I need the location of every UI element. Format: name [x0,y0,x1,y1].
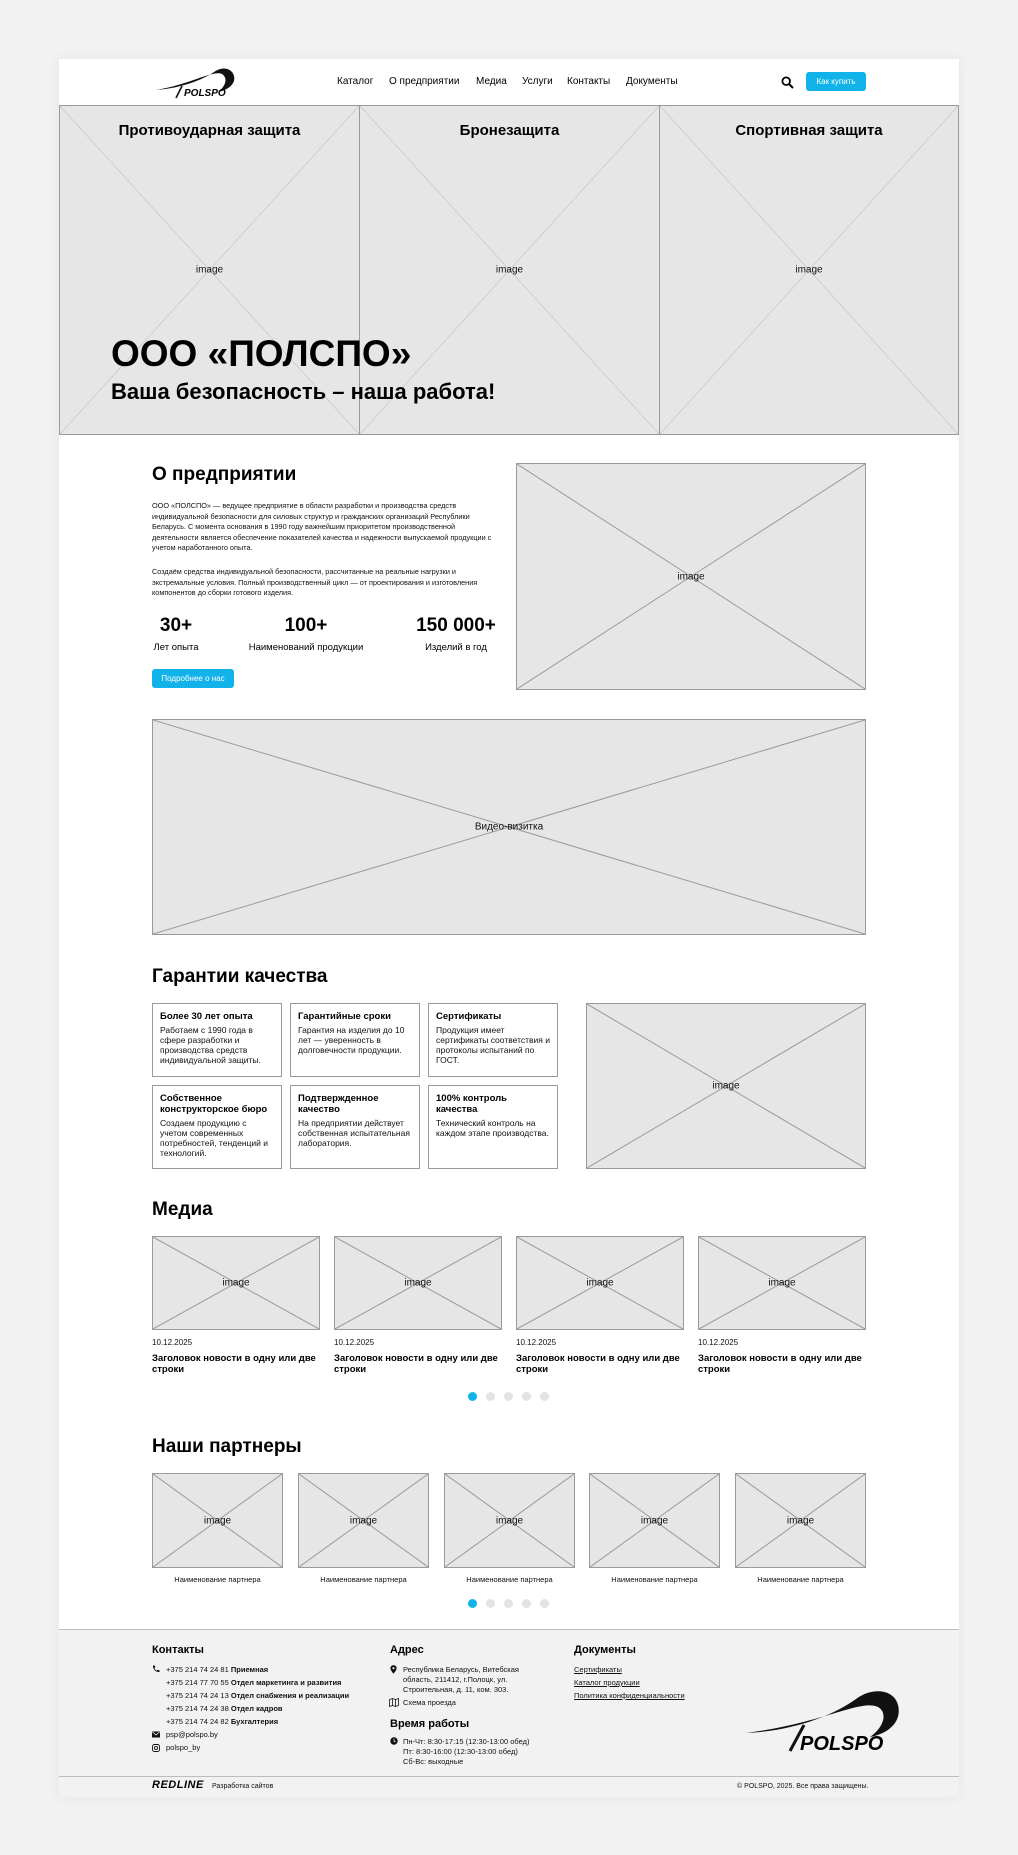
quality-card [290,1003,420,1077]
partner-name: Наименование партнера [466,1575,553,1584]
media-item-image[interactable] [698,1236,866,1330]
hours-line: Сб-Вс: выходные [403,1757,464,1766]
developer-logo[interactable]: REDLINE [152,1779,204,1791]
quality-card-title: Подтвержденное качество [298,1093,379,1115]
hero-panel-title: Спортивная защита [735,122,883,139]
media-item-date: 10.12.2025 [152,1338,193,1347]
partners-page-dot[interactable] [504,1599,513,1608]
about-image [516,463,866,690]
image-placeholder-label: image [222,1277,250,1289]
address-line: Республика Беларусь, Витебская [403,1665,519,1674]
doc-link-certificates[interactable]: Сертификаты [574,1665,622,1674]
partner-logo[interactable] [589,1473,720,1568]
media-item-title[interactable]: Заголовок новости в одну или две строки [152,1353,316,1375]
phone-number-text: +375 214 74 24 81 [166,1665,229,1674]
quality-card-text: На предприятии действует собственная испытательная лаборатория. [298,1118,410,1148]
partners-page-dot[interactable] [522,1599,531,1608]
partners-title: Наши партнеры [152,1436,302,1457]
quality-card-title: Гарантийные сроки [298,1011,391,1022]
quality-card-text: Технический контроль на каждом этапе производства. [436,1118,549,1138]
media-item-image[interactable] [152,1236,320,1330]
instagram-icon [152,1744,160,1754]
partners-page-dot-active[interactable] [468,1599,477,1608]
doc-link-catalog[interactable]: Каталог продукции [574,1678,640,1687]
doc-link-privacy[interactable]: Политика конфиденциальности [574,1691,685,1700]
quality-card-text: Работаем с 1990 года в сфере разработки и производства средств индивидуальной защиты. [160,1025,261,1065]
copyright: © POLSPO, 2025. Все права защищены. [737,1783,869,1790]
quality-card-text: Продукция имеет сертификаты соответствия и протоколы испытаний по ГОСТ. [436,1025,550,1065]
video-label: Видео-визитка [474,821,544,833]
partners-page-dot[interactable] [540,1599,549,1608]
footer-logo-text: POLSPO [800,1733,884,1755]
image-placeholder-label: image [795,264,823,276]
route-link[interactable]: Схема проезда [403,1698,456,1707]
about-title: О предприятии [152,464,297,485]
about-paragraph-2: Создаём средства индивидуальной безопасности, рассчитанные на реальные нагрузки и экстремальные условия. Полный производственный цикл — от проектирования и изготовления компонентов до сборки готового изделия. [152,567,478,597]
phone-department: Отдел снабжения и реализации [230,1691,350,1700]
nav-services[interactable]: Услуги [522,76,553,87]
developer-text: Разработка сайтов [212,1783,274,1790]
mail-icon [152,1731,160,1740]
image-placeholder-label: image [495,1515,524,1526]
quality-card [428,1085,558,1169]
media-page-dot[interactable] [540,1392,549,1401]
partner-name: Наименование партнера [174,1575,261,1584]
quality-image [586,1003,866,1169]
image-placeholder-label: image [495,264,524,276]
media-page-dot[interactable] [522,1392,531,1401]
nav-contacts[interactable]: Контакты [567,76,611,87]
quality-title: Гарантии качества [152,966,328,987]
stat-label: Наименований продукции [248,642,364,653]
hero-panel-sport[interactable] [659,105,959,435]
image-placeholder-label: image [195,264,224,276]
header [59,59,959,105]
footer-divider [59,1776,959,1777]
media-item-image[interactable] [334,1236,502,1330]
page [59,59,959,1797]
about-paragraph-1: ООО «ПОЛСПО» — ведущее предприятие в области разработки и производства средств индивидуальной безопасности для силовых структур и гражданских организаций Республики Беларусь. С момента основания в 1990 году важнейшим приоритетом производственной деятельности является обеспечение показателей качества и надежности выпускаемой продукции с учетом наработанного опыта. [152,501,492,552]
hours-line: Пн-Чт: 8:30-17:15 (12:30-13:00 обед) [403,1737,530,1746]
phone-department: Приемная [230,1665,269,1674]
media-page-dot-active[interactable] [468,1392,477,1401]
footer-address-title: Адрес [390,1644,424,1656]
quality-card-text: Гарантия на изделия до 10 лет — уверенность в долговечности продукции. [298,1025,405,1055]
quality-card-title: Более 30 лет опыта [160,1011,253,1022]
media-title: Медиа [152,1199,213,1220]
phone-number-text: +375 214 77 70 55 [166,1678,229,1687]
address-line: Строительная, д. 11, ком. 303. [403,1685,509,1694]
partner-logo[interactable] [735,1473,866,1568]
phone-number[interactable] [166,1665,268,1674]
image-placeholder-label: image [586,1277,614,1289]
stat-value: 150 000+ [416,615,496,636]
phone-number-text: +375 214 74 24 38 [166,1704,229,1713]
image-placeholder-label: image [349,1515,378,1526]
media-item-title[interactable]: Заголовок новости в одну или две строки [516,1353,680,1375]
nav-catalog[interactable]: Каталог [337,76,374,87]
quality-card [152,1003,282,1077]
nav-documents[interactable]: Документы [626,76,678,87]
media-item-title[interactable]: Заголовок новости в одну или две строки [698,1353,862,1375]
footer-logo [744,1685,909,1760]
stat-value: 30+ [159,615,193,636]
media-item-date: 10.12.2025 [698,1338,739,1347]
about-more-button[interactable]: Подробнее о нас [152,669,234,688]
footer-contacts-title: Контакты [152,1644,204,1656]
how-to-buy-button[interactable]: Как купить [806,72,866,91]
image-placeholder-label: image [404,1277,432,1289]
image-placeholder-label: image [203,1515,232,1526]
nav-about[interactable]: О предприятии [389,76,460,87]
phone-number[interactable] [166,1704,283,1713]
media-page-dot[interactable] [486,1392,495,1401]
phone-department: Бухгалтерия [230,1717,279,1726]
hero-company-name: ООО «ПОЛСПО» [111,333,412,374]
media-item-image[interactable] [516,1236,684,1330]
footer-documents-title: Документы [574,1644,636,1656]
quality-card [428,1003,558,1077]
media-item-title[interactable]: Заголовок новости в одну или две строки [334,1353,498,1375]
footer [59,1629,959,1797]
media-page-dot[interactable] [504,1392,513,1401]
partner-logo[interactable] [444,1473,575,1568]
phone-number[interactable] [166,1678,341,1687]
stat-value: 100+ [284,615,328,636]
location-pin-icon [390,1665,397,1676]
image-placeholder-label: image [640,1515,669,1526]
footer-hours-title: Время работы [390,1718,470,1730]
quality-card-title: 100% контроль качества [436,1093,508,1115]
phone-number[interactable] [166,1691,349,1700]
hours-line: Пт: 8:30-16:00 (12:30-13:00 обед) [403,1747,518,1756]
phone-department: Отдел кадров [230,1704,283,1713]
phone-icon [152,1665,160,1675]
partner-logo[interactable] [298,1473,429,1568]
media-item-date: 10.12.2025 [516,1338,557,1347]
quality-card-text: Создаем продукцию с учетом современных потребностей, тенденций и технологий. [160,1118,269,1158]
phone-department: Отдел маркетинга и развития [230,1678,342,1687]
partners-page-dot[interactable] [486,1599,495,1608]
partner-name: Наименование партнера [757,1575,844,1584]
nav-media[interactable]: Медиа [476,76,507,87]
image-placeholder-label: image [712,1080,740,1092]
phone-number[interactable] [166,1717,278,1726]
footer-instagram[interactable]: polspo_by [166,1743,201,1752]
address-line: область, 211412, г.Полоцк, ул. [403,1675,508,1684]
header-logo[interactable] [152,62,242,102]
quality-card [290,1085,420,1169]
quality-card-title: Собственное конструкторское бюро [160,1093,268,1115]
image-placeholder-label: image [786,1515,815,1526]
logo-text: POLSPO [184,88,226,99]
video-player[interactable] [152,719,866,935]
hero-slogan: Ваша безопасность – наша работа! [111,379,496,404]
hero [59,105,959,435]
stat-label: Изделий в год [425,642,487,653]
partner-name: Наименование партнера [611,1575,698,1584]
stat-label: Лет опыта [153,642,199,653]
image-placeholder-label: image [677,571,705,582]
phone-number-text: +375 214 74 24 82 [166,1717,229,1726]
quality-card-title: Сертификаты [436,1011,502,1022]
media-item-date: 10.12.2025 [334,1338,375,1347]
footer-email[interactable]: psp@polspo.by [166,1730,218,1739]
map-icon [389,1698,399,1709]
hero-panel-title: Бронезащита [459,122,560,139]
partner-logo[interactable] [152,1473,283,1568]
search-icon[interactable] [781,76,794,89]
image-placeholder-label: image [768,1277,796,1289]
partner-name: Наименование партнера [320,1575,407,1584]
hero-panel-title: Противоударная защита [118,122,301,139]
quality-card [152,1085,282,1169]
phone-number-text: +375 214 74 24 13 [166,1691,229,1700]
clock-icon [390,1737,398,1747]
